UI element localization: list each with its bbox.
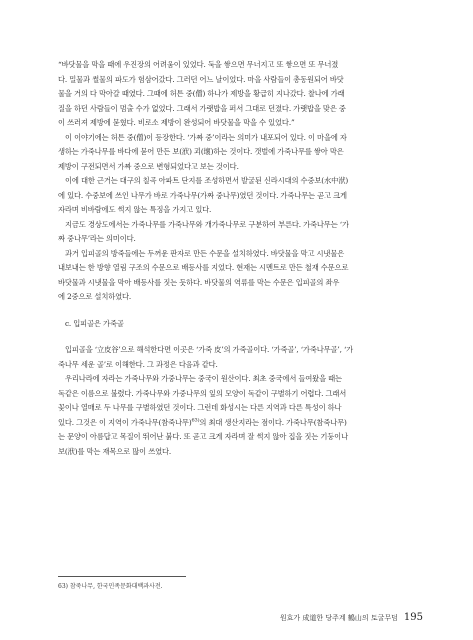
text-line: 지금도 경상도에서는 가죽나무를 가죽나무와 개가죽나무로 구분하여 부른다. 가죽나무는 ‘가 (65, 219, 349, 229)
footnote: 63) 참죽나무, 한국민족문화대백과사전. (58, 583, 163, 590)
section-gap (58, 331, 415, 343)
text-line (58, 416, 415, 431)
text-line: 보(洑)를 막는 재목으로 많이 쓰였다. (58, 446, 172, 456)
text-line: 우리나라에 자라는 가죽나무와 가중나무는 중국이 원산이다. 최초 중국에서 들여왔을 때는 (65, 374, 342, 383)
text-line: 다. 밀물과 썰물의 파도가 험삼어갔다. 그러던 어느 날이었다. 마을 사람들이 총동원되어 바닷 (58, 74, 344, 84)
text-line: 바닷물과 시냇물을 막아 배등사를 짓는 듯하다. 바닷물의 역류를 막는 수문은 입피골의 좌우 (58, 277, 340, 287)
text-line: 는 문양이 아름답고 목질이 뛰어난 붉다. 또 곧고 크게 자라며 잘 썩지 않아 집을 짓는 기둥이나 (58, 432, 348, 441)
text-line: 이 쓰러져 제방에 묻혔다. 비로소 제방이 완성되어 바닷물을 막을 수 있었다.” (58, 118, 295, 127)
text-segment: 의 최대 생산지라는 점이다. 가죽나무(참죽나무) (199, 417, 347, 427)
text-line: 입피골을 ‘立皮谷’으로 해석한다면 이곳은 ‘가죽 皮’의 가죽골이다. ‘가죽골’, ‘가죽나무골’, ‘가 (65, 345, 354, 354)
text-line: “바닷물을 막을 때에 우진장의 어려움이 있었다. 둑을 쌓으면 무너지고 또 쌓으면 또 무너졌 (58, 60, 339, 69)
section-heading: c. 입피골은 가죽골 (65, 318, 124, 328)
text-line: 꽃이나 열매로 두 나무를 구별하였던 것이다. 그런데 화성시는 다른 지역과 다른 특성이 하나 (58, 403, 342, 412)
text-line: 내보내는 한 방향 열림 구조의 수문으로 배등사를 지었다. 현재는 시멘트로 만든 철재 수문으로 (58, 263, 349, 272)
text-line: 이 이야기에는 허튼 중(僧)이 등장한다. ‘가짜 중’이라는 의미가 내포되어 있다. 이 마을에 자 (65, 132, 347, 142)
footnote-marker: 63) (191, 417, 200, 424)
text-line: 에 있다. 수중보에 쓰인 나무가 바로 가죽나무(가짜 중나무)였던 것이다. 가죽나무는 곧고 크게 (58, 190, 347, 200)
text-line: 에 2중으로 설치하였다. (58, 292, 132, 301)
footnote-divider (58, 576, 186, 577)
text-line: 독같은 이름으로 불렸다. 가죽나무와 가중나무의 잎의 모양이 독같이 구별하기 어렵다. 그래서 (58, 388, 347, 398)
page-number: 195 (403, 612, 423, 623)
text-segment: 있다. 그것은 이 지역이 가죽나무(참죽나무) (58, 417, 192, 427)
text-line: 자라며 비바람에도 썩지 않는 특징을 가지고 있다. (58, 205, 212, 214)
text-line: 제방이 구전되면서 가짜 중으로 변형되었다고 보는 것이다. (58, 161, 239, 171)
body-text (58, 58, 415, 459)
text-line: 생하는 가죽나무를 바다에 묻어 만든 보(洑) 괴(壞)하는 것이다. 갯벌에 가죽나무를 쌓아 막은 (58, 147, 344, 156)
text-line: 이에 대한 근거는 대구의 칠곡 아파트 단지를 조성하면서 발굴된 신라시대의 수중보(水中洑) (65, 176, 349, 185)
text-line: 과거 입피골의 방죽들에는 두꺼운 판자로 만든 수문을 설치하였다. 바닷물을 막고 시냇물은 (65, 248, 345, 258)
page-footer (280, 612, 423, 623)
text-line: 질을 하던 사람들이 멈출 수가 없었다. 그래서 가랫밥을 퍼서 그대로 던졌다. 가랫밥을 맞은 중 (58, 103, 346, 113)
running-title: 원효가 成道한 당주계 鶴山의 토굴무덤 (279, 614, 398, 622)
text-line: 죽나무 세운 골’로 이해한다. 그 과정은 다음과 같다. (58, 359, 218, 369)
section-gap (58, 305, 415, 317)
text-line: 물을 거의 다 막아갈 때였다. 그때에 허튼 중(僧) 하나가 제방을 황급히 지나갔다. 찰나에 가래 (58, 89, 345, 98)
text-line: 짜 중나무’라는 의미이다. (58, 234, 136, 243)
